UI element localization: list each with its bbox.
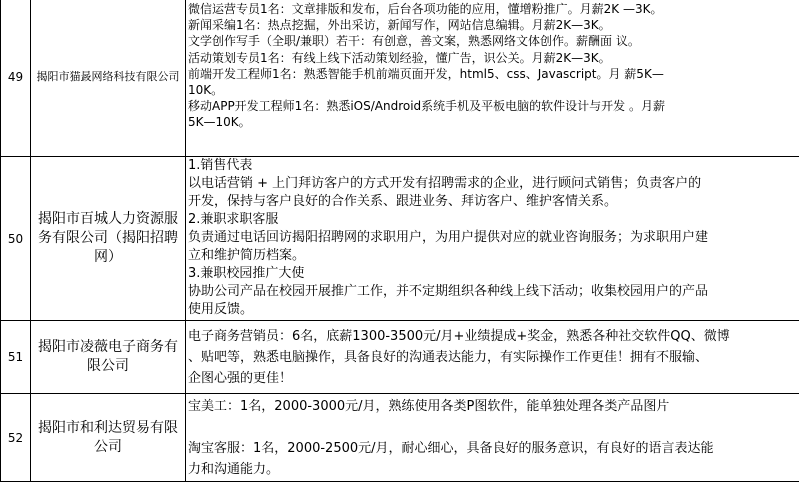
job-line: 微信运营专员1名：文章排版和发布，后台各项功能的应用，懂增粉推广。月薪2K —3K。 bbox=[188, 1, 798, 17]
company-name: 揭阳市猫晸网络科技有限公司 bbox=[31, 0, 186, 157]
job-line: 10K。 bbox=[188, 82, 798, 98]
company-name: 揭阳市百城人力资源服务有限公司（揭阳招聘网） bbox=[31, 157, 186, 321]
job-line: 、贴吧等，熟悉电脑操作，具备良好的沟通表达能力，有实际操作工作更佳！拥有不服输、 bbox=[188, 347, 798, 368]
job-line: 文学创作写手（全职/兼职）若干：有创意，善文案，熟悉网络文体创作。薪酬面 议。 bbox=[188, 33, 798, 49]
table-row bbox=[1, 321, 799, 394]
job-line: 电子商务营销员：6名，底薪1300-3500元/月+业绩提成+奖金，熟悉各种社交软件QQ、微博 bbox=[188, 326, 798, 347]
job-line: 立和维护简历档案。 bbox=[188, 247, 798, 265]
job-line: 企图心强的更佳！ bbox=[188, 368, 798, 389]
company-name: 揭阳市和利达贸易有限公司 bbox=[31, 394, 186, 482]
row-number: 49 bbox=[1, 0, 31, 157]
job-description bbox=[186, 157, 799, 321]
job-line: 力和沟通能力。 bbox=[188, 459, 798, 480]
table-row bbox=[1, 0, 799, 157]
job-line: 淘宝客服：1名，2000-2500元/月，耐心细心，具备良好的服务意识，有良好的语言表达能 bbox=[188, 438, 798, 459]
job-line: 宝美工：1名，2000-3000元/月，熟练使用各类P图软件，能单独处理各类产品图片 bbox=[188, 396, 798, 417]
job-description bbox=[186, 394, 799, 482]
job-description bbox=[186, 321, 799, 394]
job-description bbox=[186, 0, 799, 157]
job-line: 5K—10K。 bbox=[188, 114, 798, 130]
row-number: 50 bbox=[1, 157, 31, 321]
row-number: 51 bbox=[1, 321, 31, 394]
job-line: 负责通过电话回访揭阳招聘网的求职用户，为用户提供对应的就业咨询服务；为求职用户建 bbox=[188, 229, 798, 247]
table-row bbox=[1, 394, 799, 482]
table-row bbox=[1, 157, 799, 321]
job-line: 开发，保持与客户良好的合作关系、跟进业务、拜访客户、维护客情关系。 bbox=[188, 193, 798, 211]
job-line: 活动策划专员1名：有线上线下活动策划经验，懂广告，识公关。月薪2K—3K。 bbox=[188, 50, 798, 66]
job-line: 1.销售代表 bbox=[188, 157, 798, 175]
job-line: 前端开发工程师1名：熟悉智能手机前端页面开发，html5、css、Javascript。月 薪5K— bbox=[188, 66, 798, 82]
job-line bbox=[188, 417, 798, 438]
job-line: 使用反馈。 bbox=[188, 301, 798, 319]
job-line: 以电话营销 + 上门拜访客户的方式开发有招聘需求的企业，进行顾问式销售；负责客户的 bbox=[188, 175, 798, 193]
job-line: 3.兼职校园推广大使 bbox=[188, 265, 798, 283]
job-line: 2.兼职求职客服 bbox=[188, 211, 798, 229]
job-line: 移动APP开发工程师1名：熟悉iOS/Android系统手机及平板电脑的软件设计与开发 。月薪 bbox=[188, 98, 798, 114]
job-line: 协助公司产品在校园开展推广工作，并不定期组织各种线上线下活动；收集校园用户的产品 bbox=[188, 283, 798, 301]
company-name: 揭阳市凌薇电子商务有限公司 bbox=[31, 321, 186, 394]
row-number: 52 bbox=[1, 394, 31, 482]
job-line: 新闻采编1名：热点挖掘，外出采访，新闻写作，网站信息编辑。月薪2K—3K。 bbox=[188, 17, 798, 33]
